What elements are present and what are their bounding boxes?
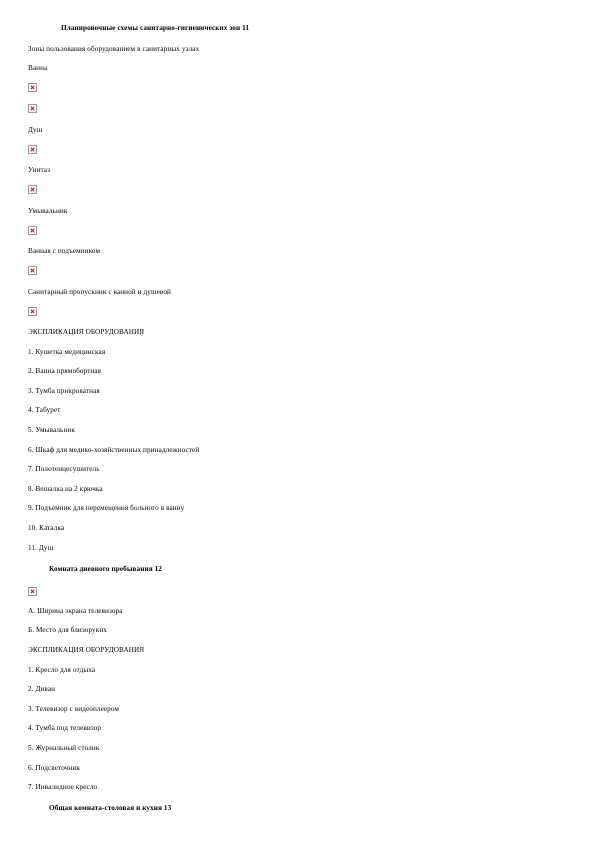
list-item: 6. Шкаф для медико-хозяйственных принадлежностей bbox=[28, 446, 200, 454]
section-heading: Комната дневного пребывания 12 bbox=[49, 565, 162, 573]
list-item: 9. Подъемник для перемещения больного в ванну bbox=[28, 504, 185, 512]
explication-title: ЭКСПЛИКАЦИЯ ОБОРУДОВАНИЯ bbox=[28, 328, 145, 336]
label-bath-lift: Ванная с подъемником bbox=[28, 247, 101, 255]
broken-image-icon bbox=[28, 145, 37, 154]
label-shower: Душ bbox=[28, 126, 43, 134]
broken-image-icon bbox=[28, 266, 37, 275]
note-b: Б. Место для близоруких bbox=[28, 626, 107, 634]
list-item: 2. Диван bbox=[28, 685, 56, 693]
explication-title: ЭКСПЛИКАЦИЯ ОБОРУДОВАНИЯ bbox=[28, 646, 145, 654]
zones-title: Зоны пользования оборудованием в санитарных узлах bbox=[28, 45, 200, 53]
broken-image-icon bbox=[28, 83, 37, 92]
list-item: 3. Тумба прикроватная bbox=[28, 387, 100, 395]
list-item: 3. Телевизор с видеоплеером bbox=[28, 705, 120, 713]
list-item: 7. Инвалидное кресло bbox=[28, 783, 98, 791]
list-item: 10. Каталка bbox=[28, 524, 65, 532]
list-item: 5. Умывальник bbox=[28, 426, 75, 434]
broken-image-icon bbox=[28, 226, 37, 235]
note-a: А. Ширина экрана телевизора bbox=[28, 607, 123, 615]
broken-image-icon bbox=[28, 104, 37, 113]
list-item: 7. Полотенцесушитель bbox=[28, 465, 100, 473]
label-washbasin: Умывальник bbox=[28, 207, 68, 215]
broken-image-icon bbox=[28, 307, 37, 316]
label-toilet: Унитаз bbox=[28, 166, 51, 174]
list-item: 11. Душ bbox=[28, 544, 54, 552]
label-bath: Ванна bbox=[28, 64, 48, 72]
list-item: 6. Подсветочник bbox=[28, 764, 80, 772]
section-heading: Планировочные схемы санитарно-гигиенических зон 11 bbox=[61, 24, 250, 32]
list-item: 4. Тумба под телевизор bbox=[28, 724, 102, 732]
list-item: 1. Кресло для отдыха bbox=[28, 666, 96, 674]
label-sanitary-pass: Санитарный пропускник с ванной и душевой bbox=[28, 288, 171, 296]
list-item: 8. Вешалка на 2 крючка bbox=[28, 485, 103, 493]
list-item: 1. Кушетка медицинская bbox=[28, 348, 106, 356]
list-item: 5. Журнальный столик bbox=[28, 744, 100, 752]
list-item: 2. Ванна прямобортная bbox=[28, 367, 102, 375]
broken-image-icon bbox=[28, 587, 37, 596]
broken-image-icon bbox=[28, 185, 37, 194]
section-heading: Общая комната-столовая и кухня 13 bbox=[49, 804, 172, 812]
list-item: 4. Табурет bbox=[28, 406, 61, 414]
